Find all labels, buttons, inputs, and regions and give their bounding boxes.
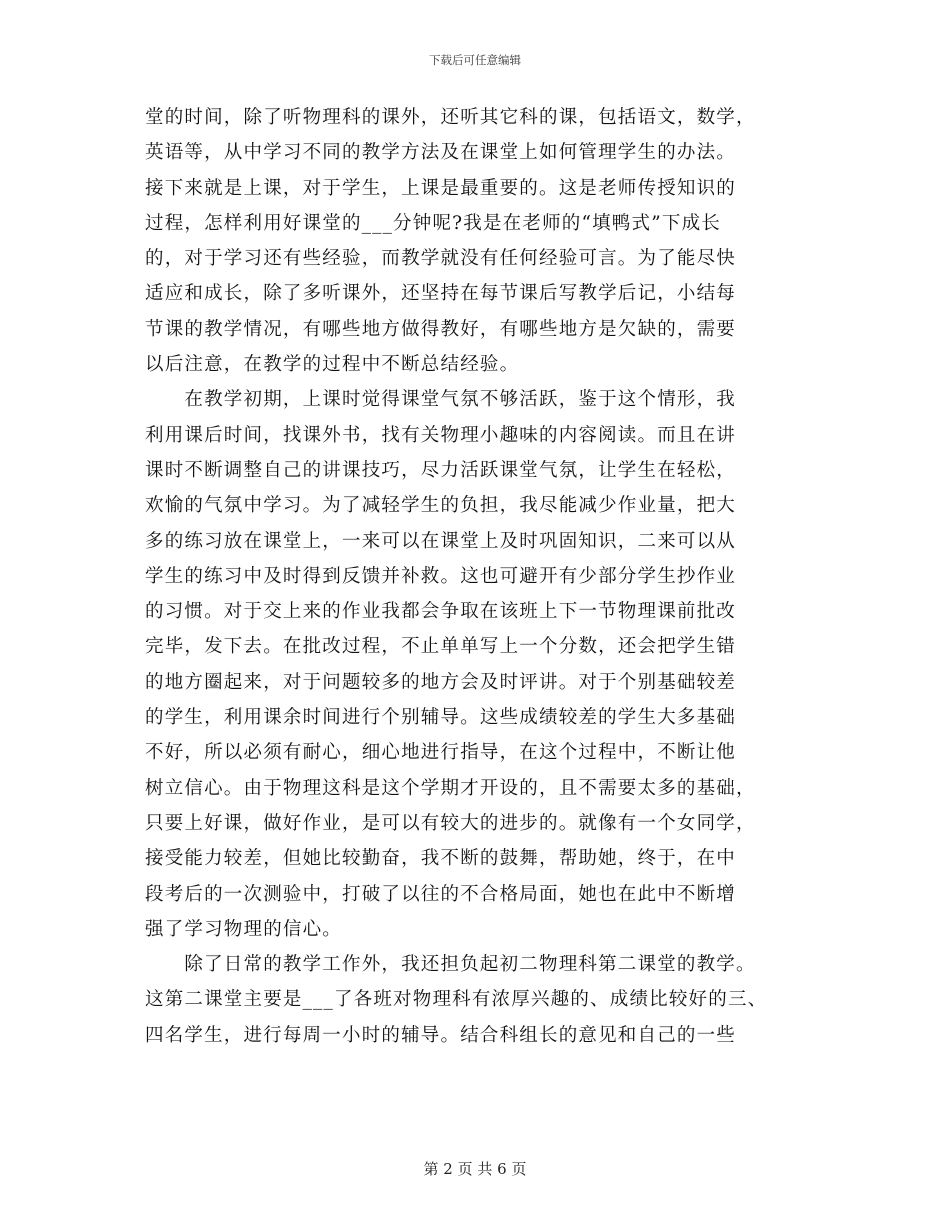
page-header: 下载后可任意编辑 (429, 53, 521, 67)
text-line: 段考后的一次测验中，打破了以往的不合格局面，她也在此中不断增 (145, 883, 737, 905)
text-line: 适应和成长，除了多听课外，还坚持在每节课后写教学后记，小结每 (145, 283, 737, 305)
text-line: 这第二课堂主要是___了各班对物理科有浓厚兴趣的、成绩比较好的三、 (145, 989, 768, 1011)
text-line: 的习惯。对于交上来的作业我都会争取在该班上下一节物理课前批改 (145, 601, 737, 623)
text-line: 课时不断调整自己的讲课技巧，尽力活跃课堂气氛，让学生在轻松， (145, 459, 737, 481)
text-line: 只要上好课，做好作业，是可以有较大的进步的。就像有一个女同学， (145, 812, 756, 834)
text-line: 以后注意，在教学的过程中不断总结经验。 (145, 354, 520, 376)
text-line: 的地方圈起来，对于问题较多的地方会及时评讲。对于个别基础较差 (145, 671, 737, 693)
text-line: 多的练习放在课堂上，一来可以在课堂上及时巩固知识，二来可以从 (145, 530, 737, 552)
text-line: 的学生，利用课余时间进行个别辅导。这些成绩较差的学生大多基础 (145, 707, 737, 729)
text-line: 的，对于学习还有些经验，而教学就没有任何经验可言。为了能尽快 (145, 248, 737, 270)
text-line: 树立信心。由于物理这科是这个学期才开设的，且不需要太多的基础， (145, 777, 756, 799)
text-line: 接下来就是上课，对于学生，上课是最重要的。这是老师传授知识的 (145, 177, 737, 199)
text-line: 堂的时间，除了听物理科的课外，还听其它科的课，包括语文，数学， (145, 107, 756, 128)
text-line: 学生的练习中及时得到反馈并补救。这也可避开有少部分学生抄作业 (145, 565, 737, 587)
text-line: 节课的教学情况，有哪些地方做得教好，有哪些地方是欠缺的，需要 (145, 318, 737, 340)
page-footer: 第 2 页 共 6 页 (423, 1160, 527, 1178)
text-line: 不好，所以必须有耐心，细心地进行指导，在这个过程中，不断让他 (145, 742, 737, 764)
text-line: 除了日常的教学工作外，我还担负起初二物理科第二课堂的教学。 (145, 954, 756, 976)
text-line: 强了学习物理的信心。 (145, 918, 343, 940)
text-line: 欢愉的气氛中学习。为了减轻学生的负担，我尽能减少作业量，把大 (145, 495, 737, 517)
text-line: 完毕，发下去。在批改过程，不止单单写上一个分数，还会把学生错 (145, 636, 737, 658)
text-line: 接受能力较差，但她比较勤奋，我不断的鼓舞，帮助她，终于，在中 (145, 848, 737, 870)
text-line: 利用课后时间，找课外书，找有关物理小趣味的内容阅读。而且在讲 (145, 424, 737, 446)
text-line: 英语等，从中学习不同的教学方法及在课堂上如何管理学生的办法。 (145, 142, 737, 164)
text-line: 在教学初期，上课时觉得课堂气氛不够活跃，鉴于这个情形，我 (145, 389, 737, 411)
text-line: 过程，怎样利用好课堂的___分钟呢?我是在老师的“填鸭式”下成长 (145, 212, 721, 234)
text-line: 四名学生，进行每周一小时的辅导。结合科组长的意见和自己的一些 (145, 1024, 737, 1046)
document-body (145, 100, 805, 1053)
